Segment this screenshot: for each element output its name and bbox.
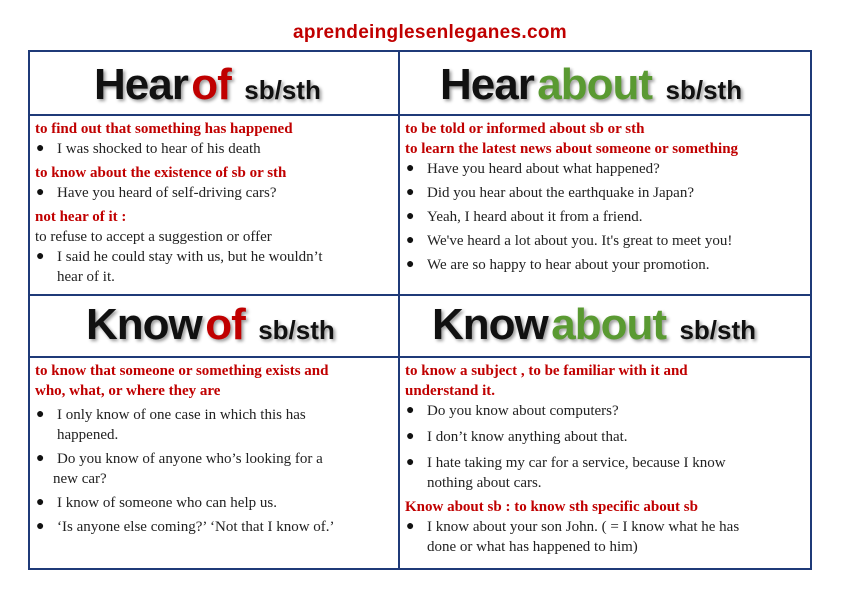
title-preposition: about: [537, 60, 653, 109]
title-object: sb/sth: [244, 75, 321, 105]
definition: to know that someone or something exists and: [35, 363, 329, 379]
definition: to know about the existence of sb or sth: [35, 165, 287, 181]
title-hear-of: [94, 60, 321, 110]
example: ● I know of someone who can help us.: [35, 493, 395, 513]
definition-plain: to refuse to accept a suggestion or offer: [35, 229, 272, 245]
title-preposition: about: [551, 300, 666, 349]
title-hear-about: [440, 60, 742, 110]
hear-of-content: [35, 119, 395, 287]
example: ● Do you know about computers?: [405, 401, 805, 421]
title-know-about: [432, 300, 756, 350]
title-object: sb/sth: [258, 315, 335, 345]
example: ● I hate taking my car for a service, because I know: [405, 453, 805, 473]
column-divider: [398, 50, 400, 570]
example: ● Do you know of anyone who’s looking for a: [35, 449, 395, 469]
example: ● Have you heard about what happened?: [405, 159, 805, 179]
title-object: sb/sth: [665, 75, 743, 105]
example: ● ‘Is anyone else coming?’ ‘Not that I know of.’: [35, 517, 395, 537]
example-continued: hear of it.: [57, 269, 115, 285]
example-continued: happened.: [57, 427, 119, 443]
example: ● We've heard a lot about you. It's great to meet you!: [405, 231, 805, 251]
definition: to find out that something has happened: [35, 121, 293, 137]
title-verb: Hear: [440, 60, 534, 109]
definition: to be told or informed about sb or sth: [405, 121, 645, 137]
title-verb: Know: [432, 300, 548, 349]
example: ● I know about your son John. ( = I know what he has: [405, 517, 805, 537]
definition: to know a subject , to be familiar with it and: [405, 363, 688, 379]
know-of-content: [35, 361, 395, 537]
title-preposition: of: [191, 60, 231, 109]
example: ● Have you heard of self-driving cars?: [35, 183, 395, 203]
definition-continued: who, what, or where they are: [35, 383, 221, 399]
title-preposition: of: [205, 300, 245, 349]
title-object: sb/sth: [679, 315, 757, 345]
title-verb: Hear: [94, 60, 188, 109]
definition: Know about sb : to know sth specific about sb: [405, 499, 698, 515]
row-divider-middle: [28, 294, 812, 296]
example: ● Did you hear about the earthquake in Japan?: [405, 183, 805, 203]
row-divider-lower: [28, 356, 812, 358]
title-verb: Know: [86, 300, 202, 349]
example: ● I don’t know anything about that.: [405, 427, 805, 447]
example: ● I only know of one case in which this has: [35, 405, 395, 425]
definition-continued: understand it.: [405, 383, 496, 399]
example: ● I said he could stay with us, but he wouldn’t: [35, 247, 395, 267]
definition: to learn the latest news about someone or something: [405, 141, 739, 157]
example: ● We are so happy to hear about your promotion.: [405, 255, 805, 275]
example-continued: done or what has happened to him): [427, 539, 638, 555]
example-continued: nothing about cars.: [427, 475, 542, 491]
row-divider-top: [28, 114, 812, 116]
site-url: aprendeinglesenleganes.com: [293, 22, 567, 43]
title-know-of: [86, 300, 335, 350]
hear-about-content: [405, 119, 805, 275]
know-about-content: [405, 361, 805, 557]
example-continued: new car?: [53, 471, 107, 487]
example: ● I was shocked to hear of his death: [35, 139, 395, 159]
example: ● Yeah, I heard about it from a friend.: [405, 207, 805, 227]
idiom-heading: not hear of it :: [35, 209, 127, 225]
